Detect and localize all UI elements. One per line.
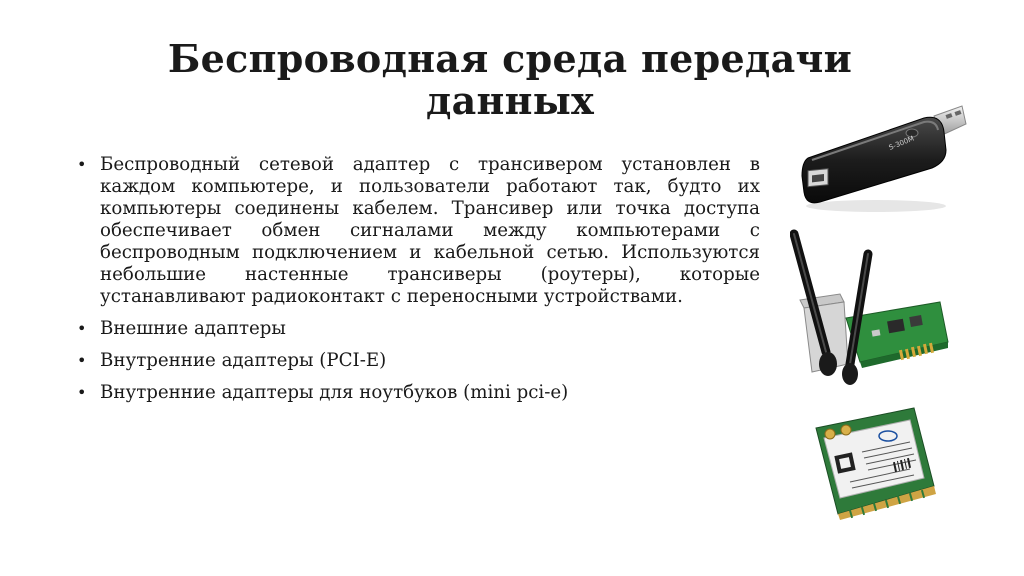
bullet-text: Внешние адаптеры [100, 318, 286, 339]
pcie-wifi-card-icon [790, 224, 968, 392]
title-line-2: данных [425, 78, 595, 123]
slide-title [110, 38, 910, 122]
bullet-list [74, 154, 760, 414]
list-item [74, 382, 760, 404]
list-item [74, 350, 760, 372]
bullet-marker: • [77, 351, 87, 370]
adapter-label: S-300M [887, 134, 916, 152]
bullet-text: Внутренние адаптеры (PCI-E) [100, 350, 387, 371]
list-item [74, 318, 760, 340]
bullet-marker: • [77, 319, 87, 338]
list-item [74, 154, 760, 308]
title-line-1: Беспроводная среда передачи [167, 36, 853, 81]
bullet-text: Внутренние адаптеры для ноутбуков (mini pci-e) [100, 382, 569, 403]
mini-pcie-wifi-card-icon [810, 402, 940, 522]
bullet-marker: • [77, 383, 87, 402]
bullet-marker: • [77, 155, 87, 174]
usb-wifi-adapter-icon [796, 98, 968, 216]
bullet-text: Беспроводный сетевой адаптер с трансивером установлен в каждом компьютере, и пользователи работают так, будто их компьютеры соединены кабелем. Трансивер или точка доступа обеспечивает обмен сигналами между компьютерами с беспроводным подключением и кабельной сетью. Используются небольшие настенные трансиверы (роутеры), которые устанавливают радиоконтакт с переносными устройствами. [100, 154, 760, 307]
